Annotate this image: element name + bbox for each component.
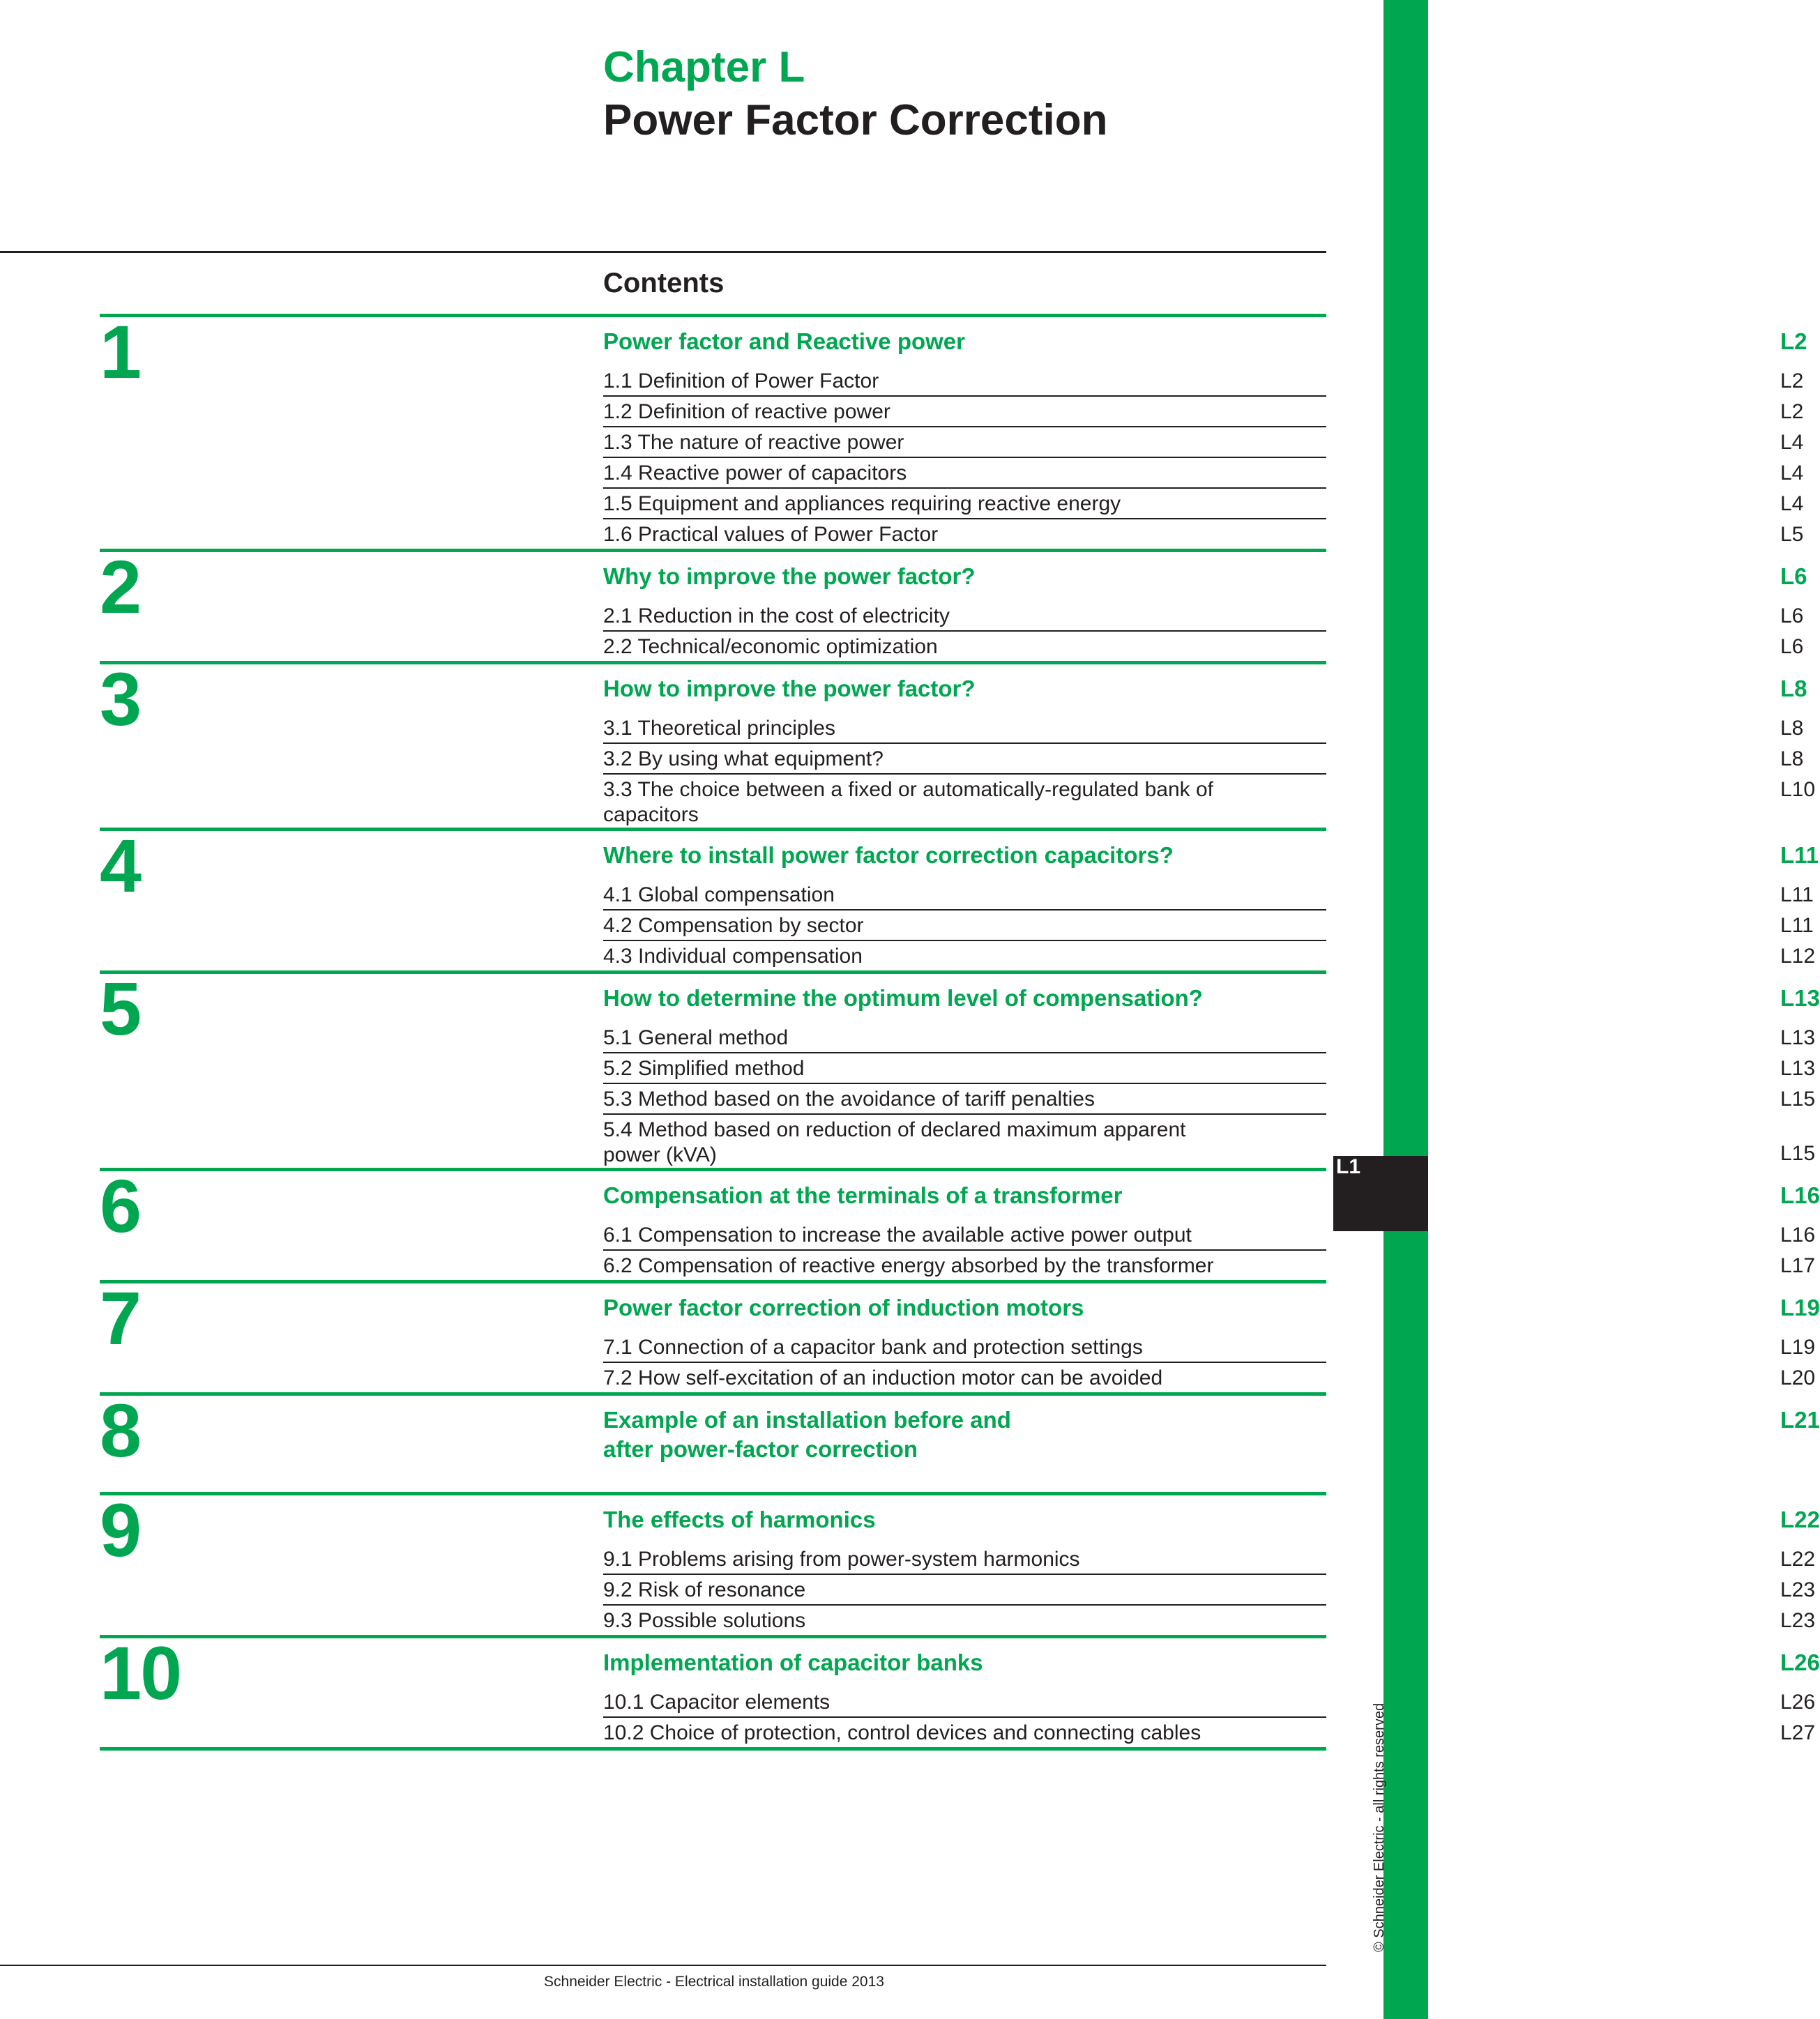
toc-item[interactable] [603, 1332, 1816, 1363]
section-number: 2 [100, 544, 141, 629]
side-color-bar [1383, 0, 1428, 2019]
footer-divider [0, 1965, 1326, 1966]
toc-item[interactable] [603, 1687, 1816, 1718]
toc-item-label: 10.2 Choice of protection, control devices and connecting cables [603, 1721, 1201, 1744]
toc-item[interactable] [603, 1053, 1816, 1084]
section-page: L8 [1780, 676, 1807, 701]
section-heading[interactable] [603, 552, 1807, 601]
toc-item-label: 3.2 By using what equipment? [603, 747, 884, 770]
toc-item-label: 4.1 Global compensation [603, 883, 835, 906]
section-heading[interactable] [603, 831, 1819, 880]
toc-item-page: L13 [1780, 1026, 1816, 1049]
section-page: L2 [1780, 328, 1807, 354]
contents-heading: Contents [603, 268, 725, 298]
toc-item-label: 6.2 Compensation of reactive energy absorbed by the transformer [603, 1254, 1214, 1277]
chapter-label: Chapter L [603, 43, 805, 91]
section-heading[interactable] [603, 1283, 1820, 1332]
toc-item-page: L22 [1780, 1548, 1816, 1571]
section-heading[interactable] [603, 317, 1807, 366]
toc-item-page: L15 [1780, 1088, 1816, 1111]
section-page: L21 [1780, 1407, 1820, 1433]
toc-item-label: 5.2 Simplified method [603, 1057, 805, 1080]
section-title: The effects of harmonics [603, 1507, 876, 1532]
footer-text: Schneider Electric - Electrical installation guide 2013 [544, 1974, 884, 1990]
toc-section [100, 310, 1807, 549]
toc-section [100, 823, 1819, 970]
toc-item[interactable] [603, 1363, 1816, 1392]
toc-item-page: L2 [1780, 369, 1804, 393]
toc-item-page: L23 [1780, 1609, 1816, 1632]
toc-item-label: 6.1 Compensation to increase the available active power output [603, 1224, 1192, 1247]
toc-item-page: L8 [1780, 747, 1804, 770]
section-title: Where to install power factor correction capacitors? [603, 842, 1174, 868]
section-heading[interactable] [603, 1396, 1820, 1492]
toc-item-page: L2 [1780, 400, 1804, 423]
toc-item-page: L4 [1780, 462, 1804, 485]
toc-item[interactable] [603, 1023, 1816, 1053]
toc-item-label: 1.4 Reactive power of capacitors [603, 462, 907, 485]
toc-item[interactable] [603, 1115, 1816, 1168]
toc-item[interactable] [603, 911, 1814, 941]
toc-item[interactable] [603, 744, 1804, 775]
toc-section [100, 966, 1820, 1168]
toc-item-label: 1.5 Equipment and appliances requiring reactive energy [603, 492, 1121, 515]
toc-section [100, 1631, 1820, 1747]
toc-item-label: 1.3 The nature of reactive power [603, 431, 904, 454]
toc-item-page: L5 [1780, 523, 1804, 546]
section-number: 6 [100, 1164, 141, 1248]
toc-item-label: 4.2 Compensation by sector [603, 914, 864, 937]
toc-item-page: L23 [1780, 1578, 1816, 1601]
toc-item-page: L16 [1780, 1224, 1816, 1247]
section-heading[interactable] [603, 664, 1807, 713]
toc-item[interactable] [603, 427, 1804, 458]
section-page: L6 [1780, 563, 1807, 589]
copyright-notice: © Schneider Electric - all rights reserved [1372, 1702, 1387, 1952]
section-number: 3 [100, 657, 141, 741]
toc-item-page: L19 [1780, 1336, 1816, 1359]
toc-item-page: L12 [1780, 945, 1816, 968]
section-number: 8 [100, 1388, 141, 1472]
toc-item-label: 1.2 Definition of reactive power [603, 400, 890, 423]
section-title: Power factor correction of induction motors [603, 1295, 1084, 1320]
toc-item[interactable] [603, 1575, 1816, 1606]
section-page: L26 [1780, 1650, 1820, 1675]
section-title: Example of an installation before and after power-factor correction [603, 1407, 1011, 1462]
toc-item-label: 9.3 Possible solutions [603, 1609, 806, 1632]
toc-item-label: 3.3 The choice between a fixed or automatically-regulated bank of capacitors [603, 778, 1213, 826]
toc-item[interactable] [603, 519, 1804, 549]
section-title: Implementation of capacitor banks [603, 1650, 983, 1675]
toc-item-page: L6 [1780, 604, 1804, 627]
toc-section [100, 544, 1807, 661]
toc-item-label: 4.3 Individual compensation [603, 945, 863, 968]
toc-section [100, 1388, 1820, 1492]
toc-item[interactable] [603, 601, 1804, 632]
toc-item[interactable] [603, 397, 1804, 427]
toc-item-page: L15 [1780, 1142, 1816, 1165]
toc-item[interactable] [603, 1084, 1816, 1115]
toc-item-page: L6 [1780, 635, 1804, 658]
toc-item[interactable] [603, 458, 1804, 489]
toc-item-page: L4 [1780, 492, 1804, 515]
toc-item-page: L13 [1780, 1057, 1816, 1080]
toc-item-label: 5.3 Method based on the avoidance of tariff penalties [603, 1088, 1095, 1111]
section-number: 10 [100, 1631, 181, 1715]
section-title: How to determine the optimum level of compensation? [603, 985, 1203, 1011]
toc-item-label: 1.1 Definition of Power Factor [603, 369, 879, 393]
section-title: Compensation at the terminals of a transformer [603, 1182, 1123, 1208]
toc-item-page: L4 [1780, 431, 1804, 454]
toc-section [100, 1164, 1820, 1280]
section-number: 9 [100, 1488, 141, 1572]
toc-item-page: L8 [1780, 717, 1804, 740]
toc-item-label: 5.4 Method based on reduction of declared maximum apparent power (kVA) [603, 1118, 1186, 1166]
toc-item-label: 7.2 How self-excitation of an induction motor can be avoided [603, 1366, 1163, 1389]
toc-item-label: 7.1 Connection of a capacitor bank and protection settings [603, 1336, 1143, 1359]
toc-item-label: 1.6 Practical values of Power Factor [603, 523, 939, 546]
section-heading[interactable] [603, 1638, 1820, 1687]
header-divider [0, 251, 1326, 253]
toc-item[interactable] [603, 1220, 1816, 1251]
toc-item[interactable] [603, 880, 1814, 911]
section-title: Power factor and Reactive power [603, 328, 965, 354]
section-number: 5 [100, 966, 141, 1051]
toc-item-label: 2.2 Technical/economic optimization [603, 635, 938, 658]
toc-item-label: 5.1 General method [603, 1026, 789, 1049]
toc-item[interactable] [603, 632, 1804, 661]
toc-section [100, 1276, 1820, 1392]
section-page: L16 [1780, 1182, 1820, 1208]
section-page: L11 [1780, 842, 1819, 868]
chapter-title: Power Factor Correction [603, 96, 1108, 144]
toc-item-page: L17 [1780, 1254, 1816, 1277]
page-tab-label: L1 [1336, 1155, 1361, 1178]
toc-item-label: 9.1 Problems arising from power-system harmonics [603, 1548, 1080, 1571]
toc-item-page: L11 [1780, 883, 1814, 906]
section-title: How to improve the power factor? [603, 676, 976, 701]
section-number: 4 [100, 823, 141, 908]
section-heading[interactable] [603, 1171, 1820, 1220]
toc-item[interactable] [603, 1606, 1816, 1635]
toc-item-page: L11 [1780, 914, 1814, 937]
toc-item-label: 9.2 Risk of resonance [603, 1578, 806, 1601]
toc-section [100, 657, 1816, 828]
toc-item-label: 3.1 Theoretical principles [603, 717, 835, 740]
toc-item-page: L10 [1780, 778, 1816, 801]
toc-item[interactable] [603, 1251, 1816, 1280]
toc-item[interactable] [603, 713, 1804, 744]
toc-item[interactable] [603, 941, 1816, 970]
toc-item[interactable] [603, 1718, 1816, 1747]
toc-item-page: L20 [1780, 1366, 1816, 1389]
toc-item[interactable] [603, 1544, 1816, 1575]
section-number: 1 [100, 310, 141, 394]
section-heading[interactable] [603, 974, 1820, 1023]
toc-section [100, 1488, 1820, 1635]
toc-item-page: L27 [1780, 1721, 1816, 1744]
table-of-contents [100, 310, 1820, 1751]
toc-item[interactable] [603, 489, 1804, 519]
section-page: L13 [1780, 985, 1820, 1011]
section-page: L19 [1780, 1295, 1820, 1320]
section-page: L22 [1780, 1507, 1820, 1532]
toc-item-page: L26 [1780, 1691, 1816, 1714]
toc-item-label: 2.1 Reduction in the cost of electricity [603, 604, 950, 627]
section-title: Why to improve the power factor? [603, 563, 976, 589]
toc-item[interactable] [603, 775, 1816, 828]
section-heading[interactable] [603, 1495, 1820, 1544]
toc-item-label: 10.1 Capacitor elements [603, 1691, 831, 1714]
toc-item[interactable] [603, 366, 1804, 397]
toc-end-rule [100, 1747, 1326, 1751]
section-number: 7 [100, 1276, 141, 1360]
